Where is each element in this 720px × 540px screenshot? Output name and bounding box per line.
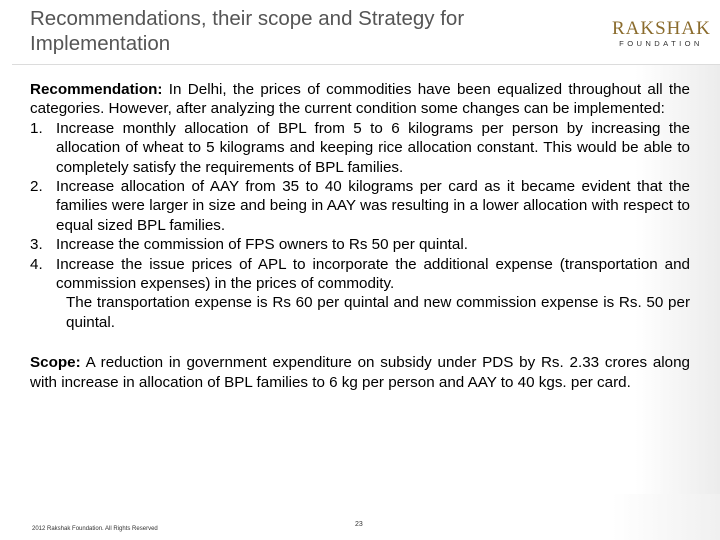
recommendation-note: The transportation expense is Rs 60 per quintal and new commission expense is Rs. 50 per quintal. <box>66 294 690 331</box>
recommendation-list <box>30 119 690 294</box>
page-number: 23 <box>355 521 363 528</box>
list-item-number: 2. <box>30 178 43 196</box>
list-item <box>30 119 690 177</box>
logo-subtitle: FOUNDATION <box>619 39 703 48</box>
list-item-number: 1. <box>30 119 43 137</box>
list-item <box>30 255 690 294</box>
list-item <box>30 235 690 254</box>
list-item-text: Increase monthly allocation of BPL from 5 to 6 kilograms per person by increasing the allocation of wheat to 5 kilograms and keeping rice allocation constant. This would be able to completely satisfy the requirements of BPL families. <box>56 119 690 176</box>
recommendation-label: Recommendation: <box>30 81 163 98</box>
slide-body <box>30 80 690 392</box>
footer-bar <box>0 494 720 540</box>
logo-wordmark: RAKSHAK <box>612 18 711 39</box>
scope-label: Scope: <box>30 354 81 372</box>
list-item-text: Increase allocation of AAY from 35 to 40 kilograms per card as it became evident that the families were larger in size and being in AAY was resulting in a lower allocation with respect to equal sized BPL families. <box>56 178 690 234</box>
rakshak-logo <box>612 19 710 48</box>
recommendation-intro <box>30 80 690 119</box>
list-item-number: 4. <box>30 255 43 273</box>
list-item-number: 3. <box>30 236 43 254</box>
list-item-text: Increase the commission of FPS owners to Rs 50 per quintal. <box>56 236 468 254</box>
scope-text: A reduction in government expenditure on subsidy under PDS by Rs. 2.33 crores along with increase in allocation of BPL families to 6 kg per person and AAY to 40 kgs. per card. <box>30 354 690 391</box>
list-item <box>30 177 690 235</box>
list-item-text: Increase the issue prices of APL to incorporate the additional expense (transportation and commission expenses) in the prices of commodity. <box>56 255 690 293</box>
scope-paragraph <box>30 353 690 392</box>
recommendation-intro-text: In Delhi, the prices of commodities have been equalized throughout all the categories. However, after analyzing the current condition some changes can be implemented: <box>30 81 690 118</box>
copyright-text: 2012 Rakshak Foundation. All Rights Reserved <box>32 526 158 532</box>
slide-title: Recommendations, their scope and Strategy for Implementation <box>30 7 465 55</box>
